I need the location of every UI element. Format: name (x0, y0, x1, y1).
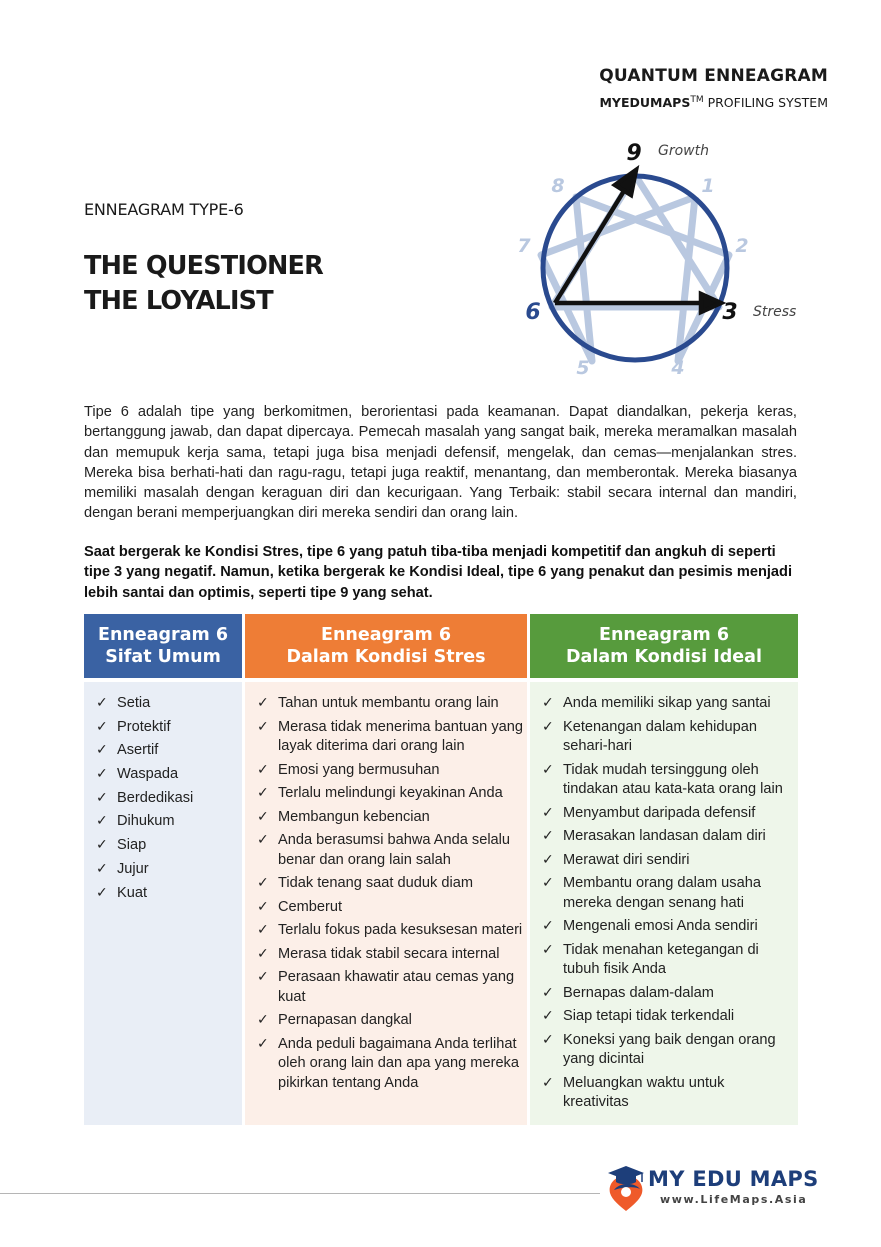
checkmark-icon: ✓ (257, 761, 269, 778)
point-label-8: 8 (551, 175, 565, 197)
column-stress (245, 614, 527, 1125)
trait-list-item (530, 1074, 798, 1113)
trait-list-item (530, 874, 798, 913)
trait-list-item (245, 784, 527, 804)
checkmark-icon: ✓ (257, 945, 269, 962)
checkmark-icon: ✓ (542, 1008, 554, 1024)
checkmark-icon: ✓ (542, 918, 554, 934)
column-header-line-1: Enneagram 6 (598, 625, 730, 645)
point-label-4: 4 (671, 357, 685, 379)
enneagram-diagram (510, 138, 820, 388)
trait-text: Anda peduli bagaimana Anda terlihat oleh orang lain dan apa yang mereka pikirkan tentang Anda (278, 1035, 519, 1091)
trait-text: Siap (117, 837, 147, 854)
trait-list-item (84, 789, 242, 809)
point-label-7: 7 (517, 235, 531, 257)
trait-text: Terlalu fokus pada kesuksesan materi (278, 922, 523, 938)
checkmark-icon: ✓ (96, 837, 108, 854)
stress-label: Stress (753, 304, 797, 320)
trait-text: Anda berasumsi bahwa Anda selalu benar dan orang lain salah (278, 832, 511, 868)
checkmark-icon: ✓ (96, 860, 108, 877)
trait-list-item (245, 1035, 527, 1094)
trait-text: Siap tetapi tidak terkendali (563, 1008, 735, 1024)
trait-list-item (530, 917, 798, 937)
trait-list-item (84, 812, 242, 832)
checkmark-icon: ✓ (542, 875, 554, 891)
trait-text: Tidak tenang saat duduk diam (278, 875, 473, 891)
point-label-1: 1 (701, 175, 715, 197)
trademark-mark: TM (690, 95, 704, 105)
document-header-title: QUANTUM ENNEAGRAM (599, 66, 828, 86)
column-ideal (530, 614, 798, 1125)
enneagram-circle (543, 176, 727, 360)
checkmark-icon: ✓ (257, 898, 269, 915)
trait-text: Menyambut daripada defensif (563, 804, 756, 821)
column-body (245, 682, 527, 1125)
trait-text: Merasakan landasan dalam diri (563, 828, 766, 844)
growth-arrow-head (615, 170, 636, 195)
checkmark-icon: ✓ (96, 766, 108, 783)
trait-text: Merasa tidak stabil secara internal (278, 945, 500, 962)
column-header-line-1: Enneagram 6 (320, 625, 452, 645)
checkmark-icon: ✓ (257, 875, 269, 891)
document-header-subtitle (599, 95, 828, 110)
page-title-line-2: THE LOYALIST (84, 286, 273, 316)
trait-text: Berdedikasi (117, 789, 194, 806)
checkmark-icon: ✓ (257, 695, 269, 711)
trait-text: Setia (117, 695, 151, 711)
trait-text: Meluangkan waktu untuk kreativitas (563, 1074, 725, 1110)
column-body (530, 682, 798, 1125)
trait-text: Jujur (117, 860, 149, 877)
trait-list-item (530, 761, 798, 800)
trait-list-item (245, 921, 527, 941)
trait-text: Tahan untuk membantu orang lain (278, 695, 499, 711)
point-label-9: 9 (626, 141, 642, 166)
checkmark-icon: ✓ (257, 808, 269, 825)
trait-list-item (245, 945, 527, 965)
trait-text: Merawat diri sendiri (563, 851, 690, 868)
point-label-5: 5 (576, 357, 590, 379)
trait-text: Tidak mudah tersinggung oleh tindakan atau kata-kata orang lain (563, 761, 783, 797)
trait-text: Ketenangan dalam kehidupan sehari-hari (563, 718, 757, 754)
trait-list-item (530, 718, 798, 757)
trait-list-item (84, 741, 242, 761)
trait-list-item (245, 808, 527, 828)
footer-url[interactable]: www.LifeMaps.Asia (660, 1193, 808, 1206)
trait-list-item (84, 765, 242, 785)
trait-text: Membangun kebencian (278, 808, 430, 825)
intro-paragraph: Tipe 6 adalah tipe yang berkomitmen, berorientasi pada keamanan. Dapat diandalkan, pekerja keras, bertanggung jawab, dan dapat dipercaya. Pemecah masalah yang sangat baik, mereka meramalkan masalah dan memupuk kerja sama, tetapi juga bisa menjadi defensif, mengelak, dan cemas—menjalankan stres. Mereka bisa berhati-hati dan ragu-ragu, tetapi juga reaktif, menantang, dan memberontak. Mereka biasanya memiliki masalah dengan keraguan diri dan kecurigaan. Yang Terbaik: stabil secara internal dan mandiri, dengan berani memperjuangkan diri mereka sendiri dan orang lain. (84, 404, 797, 522)
stress-ideal-paragraph: Saat bergerak ke Kondisi Stres, tipe 6 yang patuh tiba-tiba menjadi kompetitif dan angkuh di seperti tipe 3 yang negatif. Namun, ketika bergerak ke Kondisi Ideal, tipe 6 yang penakut dan pesimis menjadi lebih santai dan optimis, seperti tipe 9 yang sehat. (84, 544, 793, 601)
checkmark-icon: ✓ (96, 742, 108, 759)
checkmark-icon: ✓ (257, 832, 269, 848)
trait-text: Bernapas dalam-dalam (563, 984, 714, 1001)
trait-list-item (84, 718, 242, 738)
trait-text: Mengenali emosi Anda sendiri (563, 918, 758, 934)
checkmark-icon: ✓ (257, 718, 269, 735)
trait-list-item (84, 860, 242, 880)
trait-list-item (84, 884, 242, 904)
trait-text: Protektif (117, 718, 171, 735)
checkmark-icon: ✓ (257, 922, 269, 938)
brand-name: MYEDUMAPS (599, 95, 691, 111)
subtitle-rest: PROFILING SYSTEM (703, 95, 828, 111)
column-header-line-2: Dalam Kondisi Ideal (566, 647, 762, 667)
trait-text: Waspada (117, 766, 179, 783)
trait-list-item (245, 831, 527, 870)
checkmark-icon: ✓ (96, 813, 108, 830)
trait-list-item (245, 718, 527, 757)
column-header (245, 614, 527, 678)
trait-list-item (245, 1011, 527, 1031)
checkmark-icon: ✓ (96, 884, 108, 901)
trait-text: Pernapasan dangkal (278, 1012, 412, 1028)
checkmark-icon: ✓ (542, 1031, 554, 1048)
checkmark-icon: ✓ (257, 1035, 269, 1052)
checkmark-icon: ✓ (542, 851, 554, 868)
checkmark-icon: ✓ (542, 1074, 554, 1091)
checkmark-icon: ✓ (542, 828, 554, 844)
column-header (530, 614, 798, 678)
trait-text: Merasa tidak menerima bantuan yang layak diterima dari orang lain (278, 718, 523, 754)
trait-list (84, 694, 242, 903)
column-header-line-2: Sifat Umum (105, 647, 221, 667)
growth-label: Growth (658, 143, 709, 159)
column-header-line-2: Dalam Kondisi Stres (286, 647, 486, 667)
checkmark-icon: ✓ (257, 785, 269, 801)
column-header (84, 614, 242, 678)
checkmark-icon: ✓ (542, 718, 554, 735)
checkmark-icon: ✓ (542, 695, 554, 711)
trait-list-item (530, 851, 798, 871)
point-label-6: 6 (525, 300, 541, 325)
trait-list-item (245, 761, 527, 781)
checkmark-icon: ✓ (257, 969, 269, 985)
point-label-3: 3 (722, 300, 738, 325)
trait-list-item (530, 1031, 798, 1070)
trait-list (245, 694, 527, 1093)
trait-list-item (530, 941, 798, 980)
checkmark-icon: ✓ (542, 984, 554, 1001)
trait-text: Asertif (117, 742, 159, 759)
footer-divider (0, 1193, 600, 1194)
trait-text: Cemberut (278, 898, 343, 915)
trait-text: Dihukum (117, 813, 175, 830)
checkmark-icon: ✓ (542, 761, 554, 778)
column-header-line-1: Enneagram 6 (97, 625, 229, 645)
column-body (84, 682, 242, 1125)
checkmark-icon: ✓ (542, 941, 554, 958)
point-label-2: 2 (735, 235, 749, 257)
trait-list-item (530, 827, 798, 847)
trait-list-item (245, 694, 527, 714)
checkmark-icon: ✓ (542, 804, 554, 821)
footer-logo-text: MY EDU MAPS (648, 1167, 819, 1191)
checkmark-icon: ✓ (96, 789, 108, 806)
trait-text: Tidak menahan ketegangan di tubuh fisik Anda (563, 941, 759, 977)
trait-list-item (530, 1007, 798, 1027)
trait-text: Perasaan khawatir atau cemas yang kuat (278, 969, 515, 1005)
trait-list-item (530, 804, 798, 824)
trait-text: Koneksi yang baik dengan orang yang dicintai (563, 1031, 776, 1067)
trait-list-item (530, 694, 798, 714)
trait-list-item (84, 694, 242, 714)
trait-list (530, 694, 798, 1113)
trait-list-item (245, 898, 527, 918)
page-title-line-1: THE QUESTIONER (84, 251, 323, 281)
trait-list-item (245, 874, 527, 894)
trait-text: Emosi yang bermusuhan (278, 761, 440, 778)
checkmark-icon: ✓ (257, 1012, 269, 1028)
column-general-traits (84, 614, 242, 1125)
trait-list-item (84, 836, 242, 856)
checkmark-icon: ✓ (96, 695, 108, 711)
trait-list-item (530, 984, 798, 1004)
trait-text: Kuat (117, 884, 148, 901)
trait-text: Membantu orang dalam usaha mereka dengan senang hati (563, 875, 761, 911)
trait-text: Anda memiliki sikap yang santai (563, 695, 771, 711)
type-label: ENNEAGRAM TYPE-6 (84, 200, 244, 219)
trait-text: Terlalu melindungi keyakinan Anda (278, 785, 503, 801)
checkmark-icon: ✓ (96, 718, 108, 735)
trait-list-item (245, 968, 527, 1007)
